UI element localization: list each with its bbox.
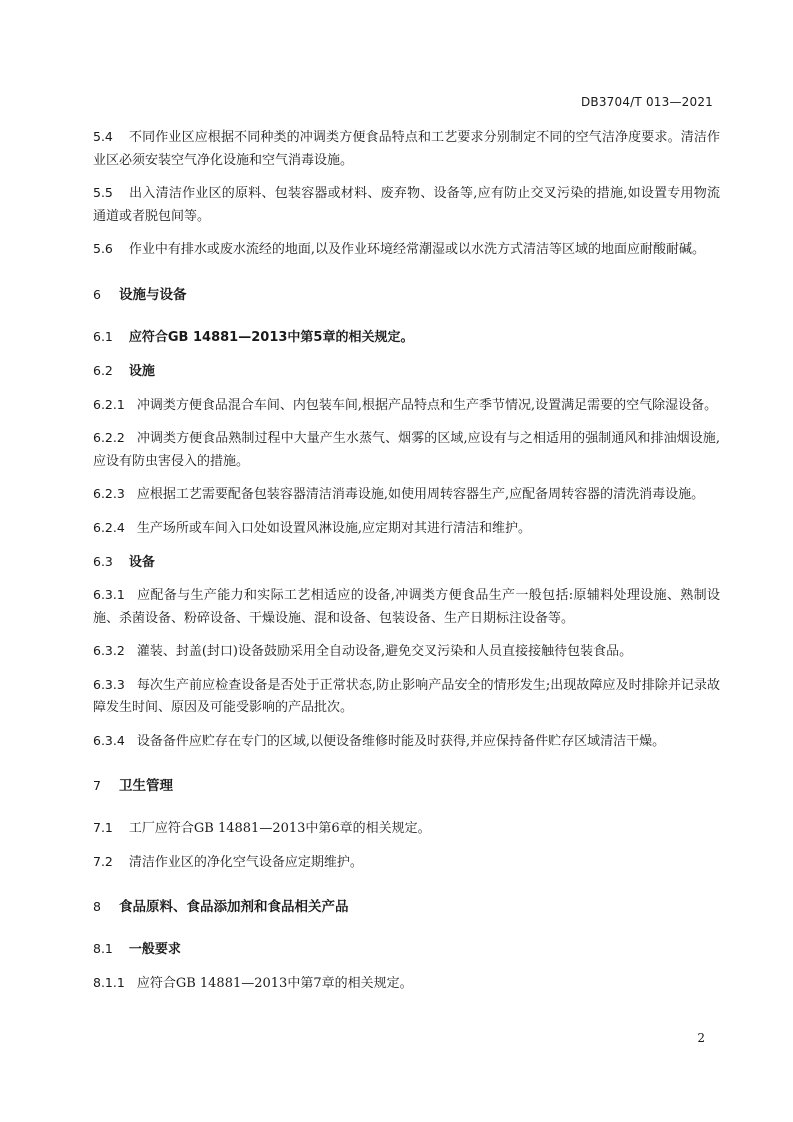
heading-number: 6.3 [93, 554, 113, 569]
clause-text: 设备备件应贮存在专门的区域,以便设备维修时能及时获得,并应保持备件贮存区域清洁干燥。 [136, 733, 666, 749]
clause-6-2-4 [93, 517, 720, 541]
heading-text: 卫生管理 [118, 778, 173, 794]
clause-7-1 [93, 817, 720, 841]
clause-number: 7.2 [93, 853, 113, 869]
clause-8-1-1 [93, 972, 720, 996]
clause-text: 每次生产前应检查设备是否处于正常状态,防止影响产品安全的情形发生;出现故障应及时排除并记录故障发生时间、原因及可能受影响的产品批次。 [93, 677, 720, 715]
section-heading-8-1 [93, 938, 720, 961]
page-number: 2 [697, 1031, 705, 1045]
clause-text: 生产场所或车间入口处如设置风淋设施,应定期对其进行清洁和维护。 [136, 520, 531, 536]
clause-6-3-3 [93, 674, 720, 720]
clause-number: 5.4 [93, 129, 113, 144]
clause-number: 6.3.4 [93, 732, 125, 748]
clause-6-3-4 [93, 730, 720, 754]
heading-text: 设施 [128, 363, 155, 379]
heading-number: 6 [93, 286, 101, 302]
clause-text: 清洁作业区的净化空气设备应定期维护。 [128, 854, 363, 870]
clause-6-2-1 [93, 394, 720, 418]
clause-6-1 [93, 326, 720, 349]
clause-6-2-2 [93, 427, 720, 473]
clause-6-3-2 [93, 640, 720, 664]
heading-text: 设施与设备 [118, 286, 187, 303]
clause-text: 工厂应符合GB 14881—2013中第6章的相关规定。 [128, 821, 431, 836]
section-heading-6-3 [93, 551, 720, 574]
clause-text: 应配备与生产能力和实际工艺相适应的设备,冲调类方便食品生产一般包括:原辅料处理设施、熟制设施、杀菌设备、粉碎设备、干燥设施、混和设备、包装设备、生产日期标注设备等。 [93, 588, 720, 626]
clause-6-3-1 [93, 584, 720, 630]
heading-text: 一般要求 [128, 942, 181, 957]
clause-5-6 [93, 238, 720, 262]
clause-text: 应符合GB 14881—2013中第5章的相关规定。 [128, 329, 414, 345]
clause-number: 8.1.1 [93, 975, 125, 990]
clause-6-2-3 [93, 483, 720, 507]
clause-text: 出入清洁作业区的原料、包装容器或材料、废弃物、设备等,应有防止交叉污染的措施,如设置专用物流通道或者脱包间等。 [93, 186, 720, 224]
heading-number: 7 [93, 778, 101, 793]
clause-number: 7.1 [93, 820, 113, 835]
clause-number: 5.6 [93, 241, 113, 256]
clause-number: 6.3.1 [93, 587, 125, 602]
clause-text: 不同作业区应根据不同种类的冲调类方便食品特点和工艺要求分别制定不同的空气洁净度要求。清洁作业区必须安装空气净化设施和空气消毒设施。 [93, 130, 720, 168]
heading-number: 6.2 [93, 362, 113, 378]
clause-number: 6.2.4 [93, 519, 125, 535]
clause-5-4 [93, 126, 720, 172]
heading-number: 8 [93, 899, 101, 914]
clause-text: 应根据工艺需要配备包装容器清洁消毒设施,如使用周转容器生产,应配备周转容器的清洗消毒设施。 [136, 487, 705, 502]
chapter-heading-8 [93, 896, 720, 918]
clause-number: 6.3.2 [93, 643, 125, 658]
clause-number: 6.2.1 [93, 396, 125, 412]
clause-number: 5.5 [93, 185, 113, 200]
document-code: DB3704/T 013—2021 [580, 95, 713, 109]
document-body [93, 126, 720, 996]
chapter-heading-7 [93, 775, 720, 797]
clause-text: 冲调类方便食品混合车间、内包装车间,根据产品特点和生产季节情况,设置满足需要的空气除湿设备。 [136, 397, 718, 413]
chapter-heading-6 [93, 284, 720, 306]
clause-text: 应符合GB 14881—2013中第7章的相关规定。 [136, 976, 413, 991]
heading-text: 食品原料、食品添加剂和食品相关产品 [118, 899, 349, 915]
heading-text: 设备 [128, 555, 155, 570]
clause-number: 6.2.3 [93, 486, 125, 501]
clause-number: 6.1 [93, 328, 113, 344]
clause-7-2 [93, 851, 720, 875]
clause-number: 6.3.3 [93, 676, 125, 692]
section-heading-6-2 [93, 360, 720, 383]
clause-text: 冲调类方便食品熟制过程中大量产生水蒸气、烟雾的区域,应设有与之相适用的强制通风和排油烟设施,应设有防虫害侵入的措施。 [93, 431, 720, 469]
clause-text: 作业中有排水或废水流经的地面,以及作业环境经常潮湿或以水洗方式清洁等区域的地面应耐酸耐碱。 [128, 242, 706, 257]
clause-5-5 [93, 182, 720, 228]
clause-number: 6.2.2 [93, 430, 125, 445]
clause-text: 灌装、封盖(封口)设备鼓励采用全自动设备,避免交叉污染和人员直接接触待包装食品。 [136, 644, 633, 659]
heading-number: 8.1 [93, 941, 113, 956]
